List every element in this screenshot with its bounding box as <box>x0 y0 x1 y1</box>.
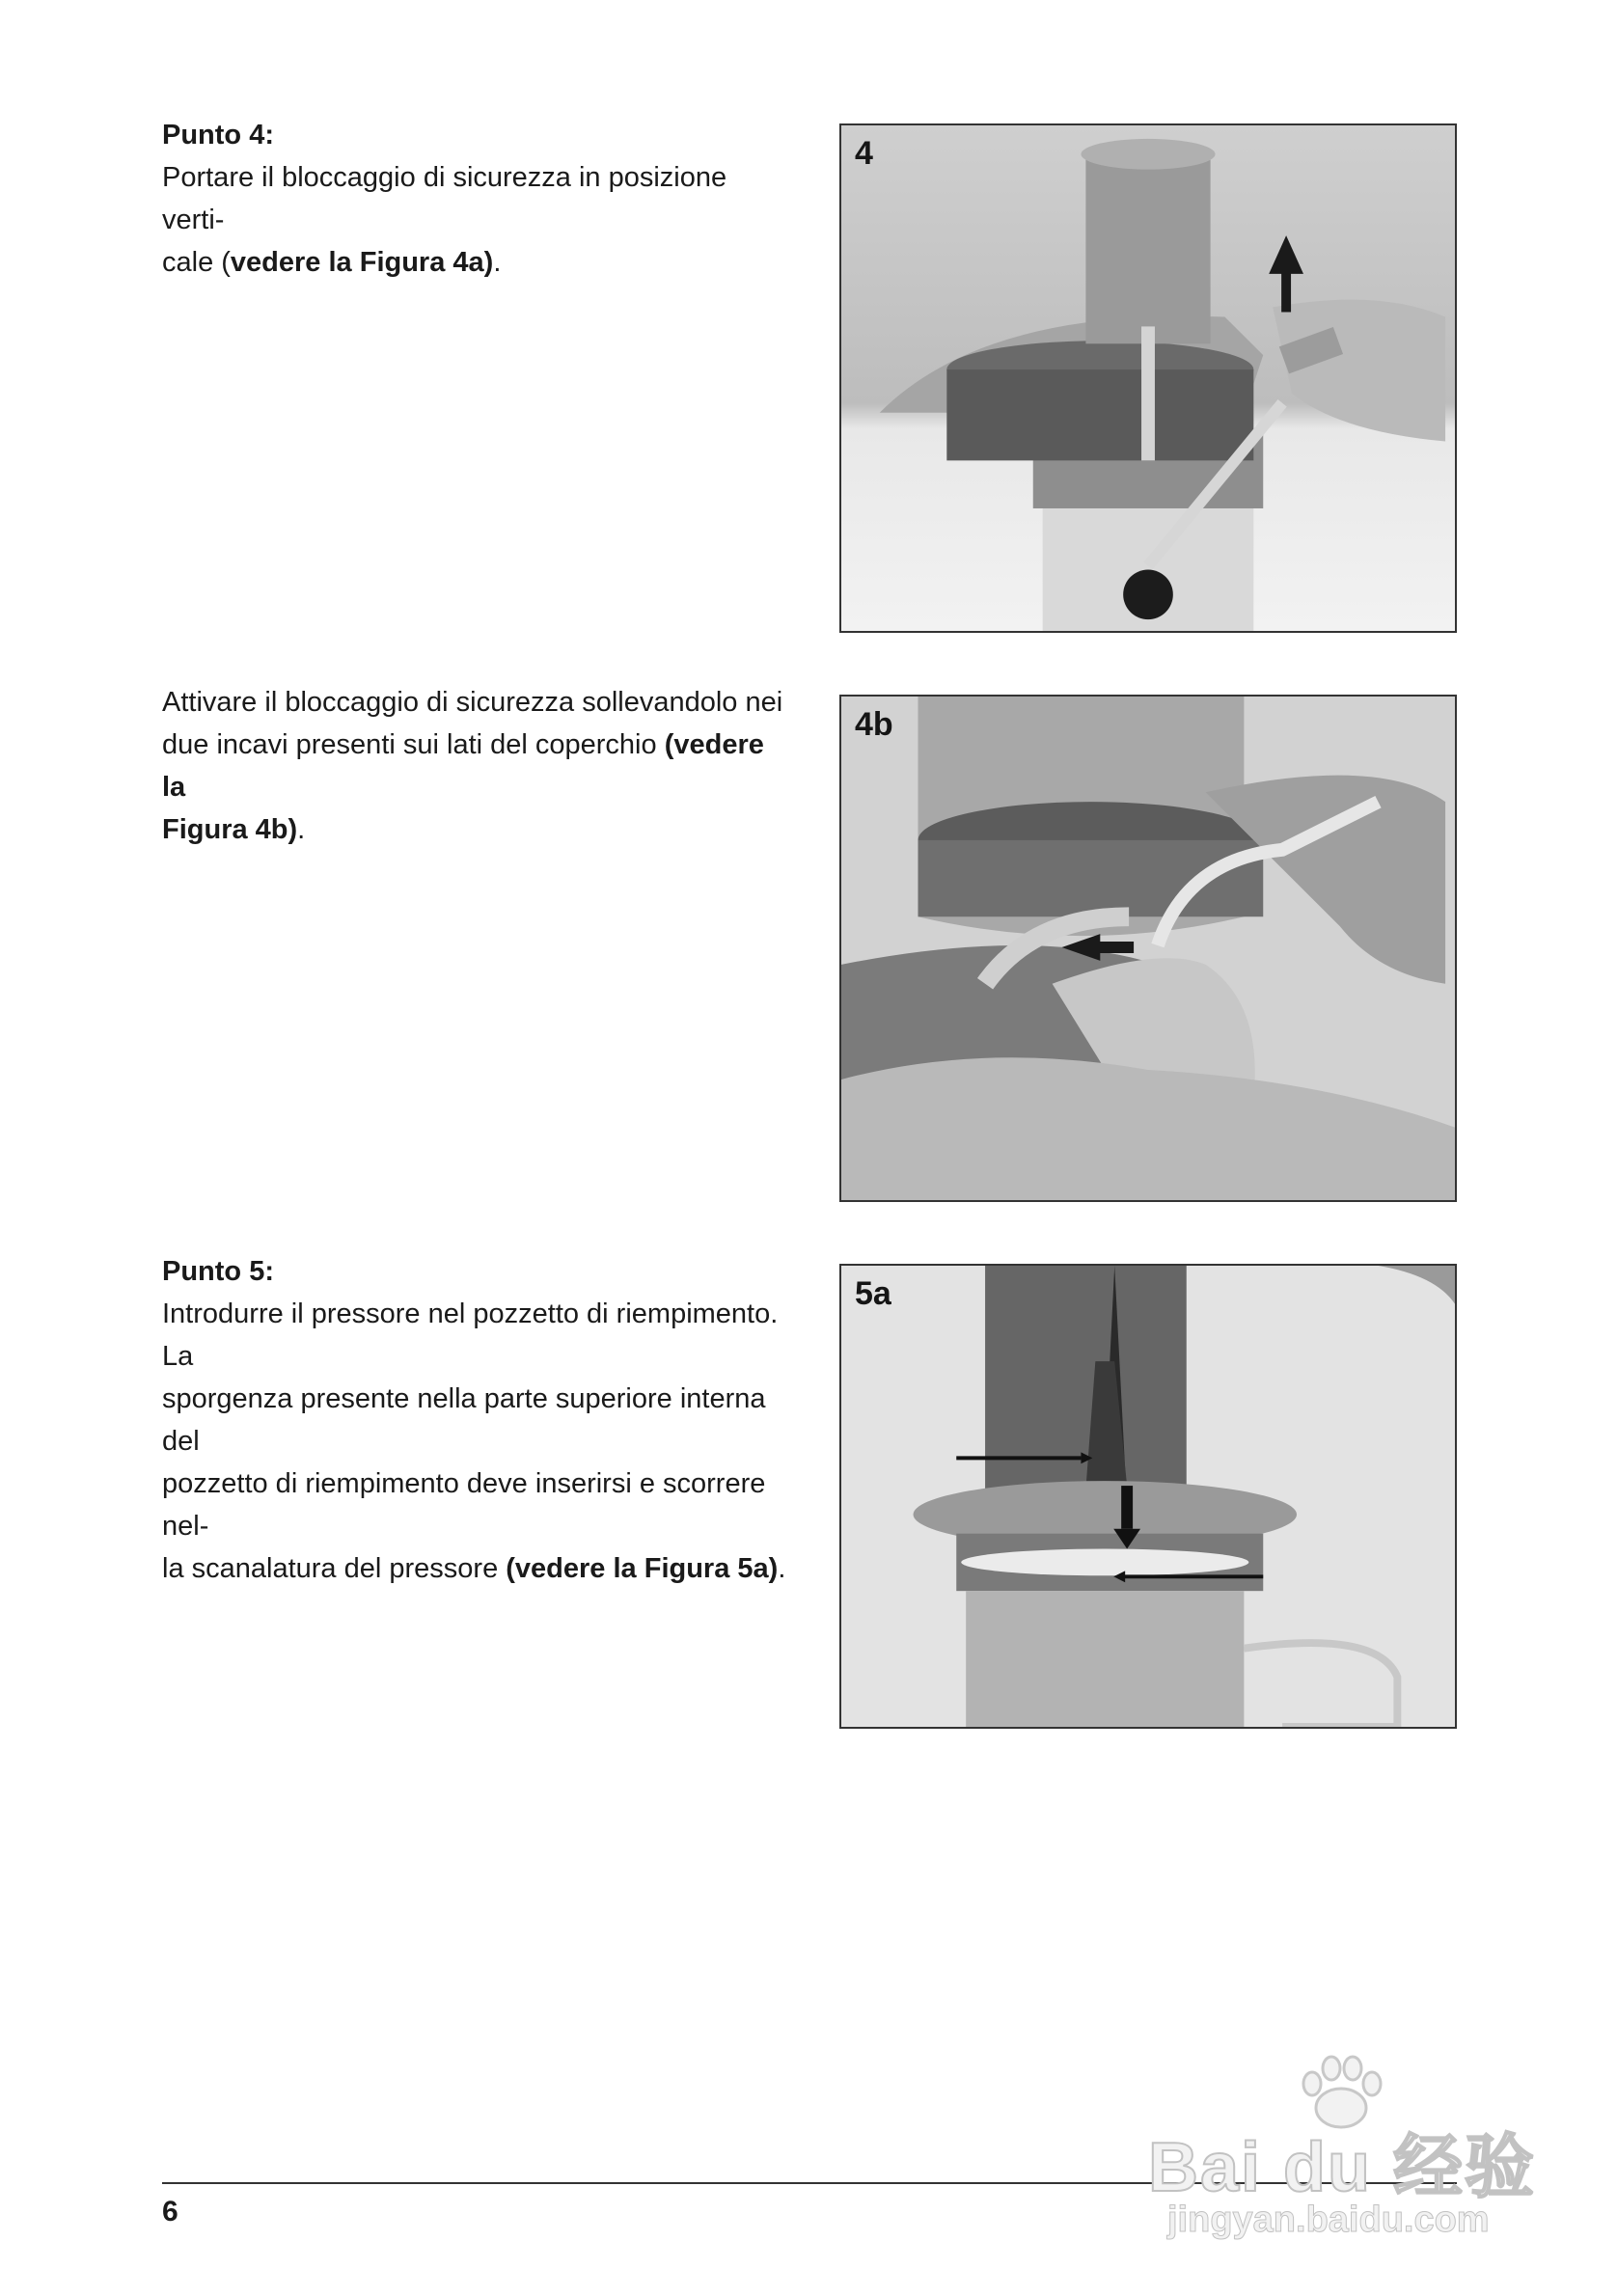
step-4b-line-2-start: due incavi presenti sui lati del coperchio <box>162 729 665 760</box>
step-4b-text <box>162 681 789 851</box>
step-4b-line-1: Attivare il bloccaggio di sicurezza sollevandolo nei <box>162 687 783 718</box>
figure-4b-reference-a: (vedere la <box>162 729 764 803</box>
figure-5a-photo <box>839 1264 1457 1729</box>
step-5-period: . <box>778 1553 786 1584</box>
step-5-line-4 <box>162 1547 789 1590</box>
figure-4-illustration <box>841 125 1455 631</box>
figure-4-photo <box>839 123 1457 633</box>
step-5-line-4-start: la scanalatura del pressore <box>162 1553 507 1584</box>
step-4-line-2 <box>162 241 789 284</box>
step-5-heading: Punto 5: <box>162 1256 274 1287</box>
step-4-line-2-start: cale ( <box>162 247 231 278</box>
page-number: 6 <box>162 2196 178 2228</box>
figure-4-label: 4 <box>855 135 873 172</box>
figure-5a-label: 5a <box>855 1275 891 1312</box>
step-4b-period: . <box>297 814 306 845</box>
step-4b-line-2 <box>162 724 789 808</box>
figure-4b-label: 4b <box>855 706 893 743</box>
step-5-line-1: Introdurre il pressore nel pozzetto di riempimento. La <box>162 1298 779 1372</box>
step-4b-line-3 <box>162 808 789 851</box>
step-5-line-3: pozzetto di riempimento deve inserirsi e scorrere nel- <box>162 1468 766 1542</box>
figure-5a-illustration <box>841 1266 1455 1727</box>
step-5-text <box>162 1250 789 1590</box>
figure-4a-reference: vedere la Figura 4a) <box>230 247 494 278</box>
figure-5a-reference: (vedere la Figura 5a) <box>506 1553 779 1584</box>
step-4-heading: Punto 4: <box>162 120 274 150</box>
figure-4b-reference-b: Figura 4b) <box>162 814 298 845</box>
baidu-watermark <box>1148 2055 1553 2257</box>
step-4-period: . <box>493 247 502 278</box>
figure-4b-illustration <box>841 697 1455 1200</box>
watermark-url: jingyan.baidu.com <box>1167 2200 1490 2240</box>
figure-4b-photo <box>839 695 1457 1202</box>
step-4-line-1: Portare il bloccaggio di sicurezza in posizione verti- <box>162 162 727 235</box>
step-5-line-2: sporgenza presente nella parte superiore interna del <box>162 1383 766 1457</box>
watermark-brand: Bai du 经验 <box>1148 2129 1537 2206</box>
step-4-text <box>162 114 789 284</box>
